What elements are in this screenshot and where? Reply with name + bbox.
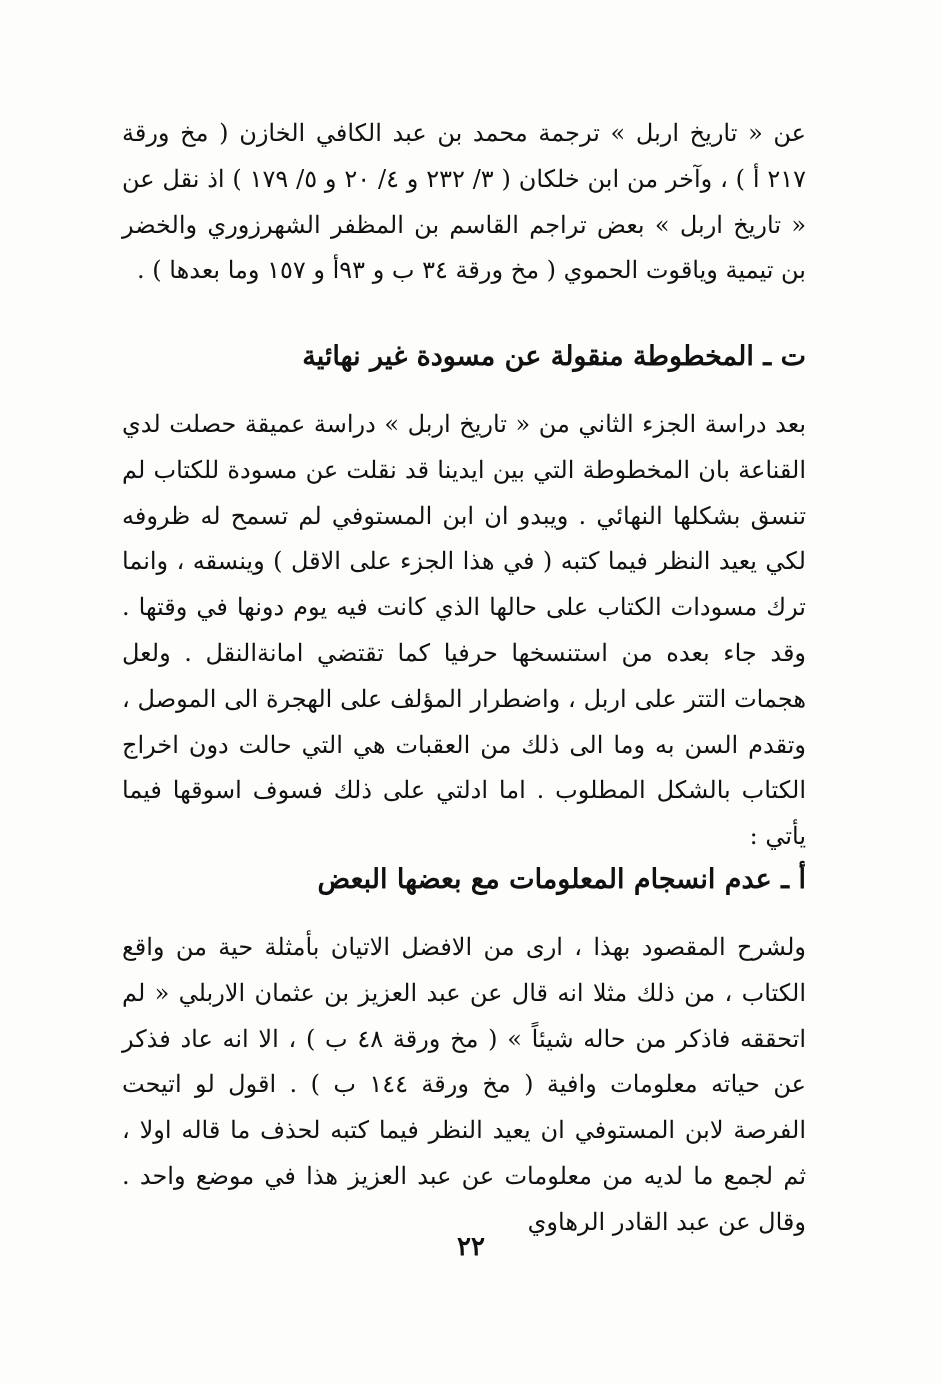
section-a-heading-block	[122, 860, 806, 900]
section-a-paragraph-block	[122, 925, 806, 1246]
page-number: ٢٢	[457, 1232, 485, 1262]
section-a-paragraph: ولشرح المقصود بهذا ، ارى من الافضل الاتيان بأمثلة حية من واقع الكتاب ، من ذلك مثلا انه قال عن عبد العزيز بن عثمان الاربلي « لم اتحققه فاذكر من حاله شيئاً » ( مخ ورقة ٤٨ ب ) ، الا انه عاد فذكر عن حياته معلومات وافية ( مخ ورقة ١٤٤ ب ) . اقول لو اتيحت الفرصة لابن المستوفي ان يعيد النظر فيما كتبه لحذف ما قاله اولا ، ثم لجمع ما لديه من معلومات عن عبد العزيز هذا في موضع واحد . وقال عن عبد القادر الرهاوي	[122, 933, 807, 1236]
intro-paragraph-block	[122, 111, 806, 294]
section-t-paragraph-block	[122, 402, 806, 860]
section-a-heading: أ ـ عدم انسجام المعلومات مع بعضها البعض	[317, 864, 806, 895]
section-t-paragraph: بعد دراسة الجزء الثاني من « تاريخ اربل » دراسة عميقة حصلت لدي القناعة بان المخطوطة التي بين ايدينا قد نقلت عن مسودة للكتاب لم تنسق بشكلها النهائي . ويبدو ان ابن المستوفي لم تسمح له ظروفه لكي يعيد النظر فيما كتبه ( في هذا الجزء على الاقل ) وينسقه ، وانما ترك مسودات الكتاب على حالها الذي كانت فيه يوم دونها في وقتها . وقد جاء بعده من استنسخها حرفيا كما تقتضي امانةالنقل . ولعل هجمات التتر على اربل ، واضطرار المؤلف على الهجرة الى الموصل ، وتقدم السن به وما الى ذلك من العقبات هي التي حالت دون اخراج الكتاب بالشكل المطلوب . اما ادلتي على ذلك فسوف اسوقها فيما يأتي :	[122, 410, 806, 851]
intro-paragraph: عن « تاريخ اربل » ترجمة محمد بن عبد الكافي الخازن ( مخ ورقة ٢١٧ أ ) ، وآخر من ابن خلكان ( ٣/ ٢٣٢ و ٤/ ٢٠ و ٥/ ١٧٩ ) اذ نقل عن « تاريخ اربل » بعض تراجم القاسم بن المظفر الشهرزوري والخضر بن تيمية وياقوت الحموي ( مخ ورقة ٣٤ ب و ٩٣أ و ١٥٧ وما بعدها ) .	[122, 119, 806, 285]
section-t-heading: ت ـ المخطوطة منقولة عن مسودة غير نهائية	[302, 341, 806, 372]
section-t-heading-block	[122, 337, 806, 377]
